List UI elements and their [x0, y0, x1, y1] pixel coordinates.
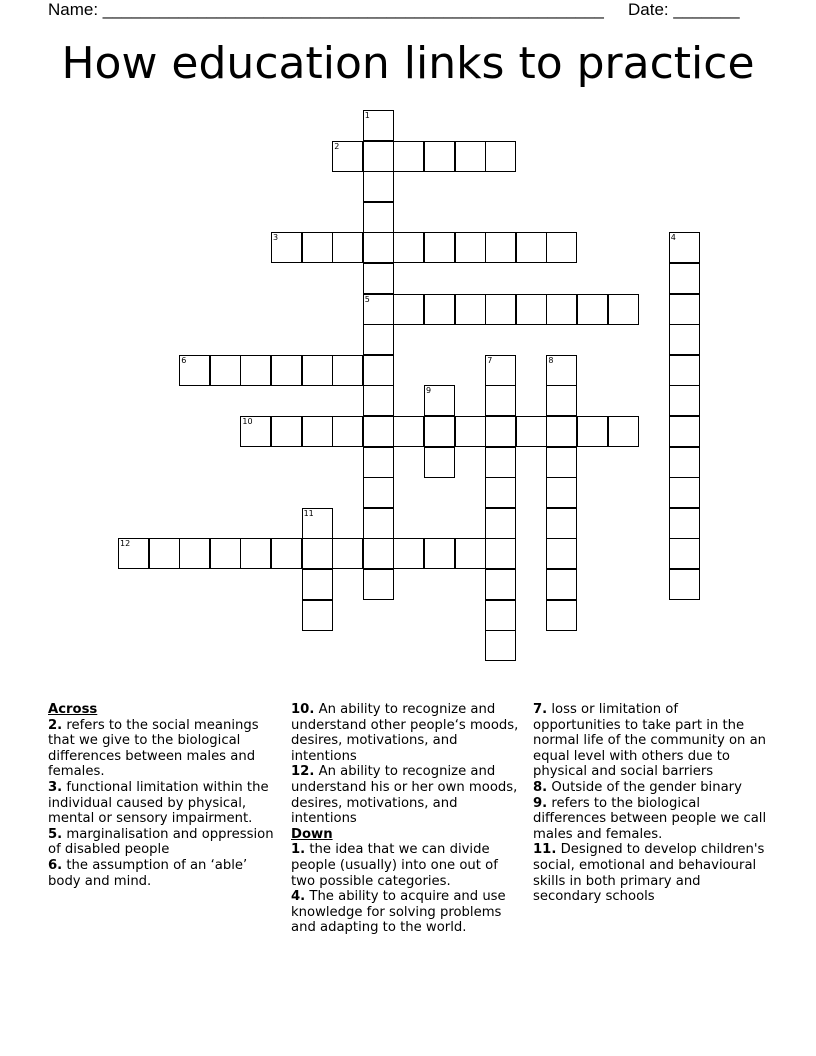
cell-number: 8: [548, 355, 554, 365]
grid-cell[interactable]: [485, 477, 516, 508]
grid-cell[interactable]: [485, 232, 516, 263]
grid-cell[interactable]: [332, 232, 363, 263]
grid-cell[interactable]: [363, 447, 394, 478]
clue-number: 5.: [48, 826, 63, 842]
grid-cell[interactable]: [271, 355, 302, 386]
clue-number: 10.: [291, 702, 315, 717]
grid-cell[interactable]: [546, 416, 577, 447]
cell-number: 12: [120, 539, 131, 549]
grid-cell[interactable]: [363, 171, 394, 202]
grid-cell[interactable]: [302, 538, 333, 569]
grid-cell[interactable]: [669, 232, 700, 263]
clue-number: 11.: [533, 842, 557, 858]
clue-number: 8.: [533, 779, 548, 795]
clue-down-9: [533, 796, 769, 843]
grid-cell[interactable]: [210, 355, 241, 386]
grid-cell[interactable]: [363, 416, 394, 447]
grid-cell[interactable]: [240, 416, 271, 447]
clue-across-6: [48, 858, 276, 889]
clue-across-5: [48, 827, 276, 858]
grid-cell[interactable]: [485, 355, 516, 386]
grid-cell[interactable]: [546, 477, 577, 508]
clues-column-3: [533, 702, 769, 905]
grid-cell[interactable]: [332, 416, 363, 447]
grid-cell[interactable]: [363, 324, 394, 355]
cell-number: 10: [242, 417, 253, 426]
cell-number: 5: [364, 294, 370, 304]
cell-number: 3: [273, 233, 279, 243]
grid-cell[interactable]: [485, 294, 516, 325]
clue-down-11: [533, 842, 769, 904]
grid-cell[interactable]: [546, 538, 577, 569]
clue-text: An ability to recognize and understand his or her own moods, desires, motivations, and intentions: [291, 764, 518, 827]
clue-number: 12.: [291, 764, 315, 780]
clue-number: 3.: [48, 779, 63, 795]
cell-number: 2: [334, 141, 340, 151]
clue-number: 4.: [291, 889, 306, 905]
grid-cell[interactable]: [363, 263, 394, 294]
clue-number: 7.: [533, 702, 548, 717]
grid-cell[interactable]: [179, 538, 210, 569]
grid-cell[interactable]: [149, 538, 180, 569]
grid-cell[interactable]: [363, 508, 394, 539]
grid-cell[interactable]: [393, 538, 424, 569]
grid-cell[interactable]: [485, 447, 516, 478]
grid-cell[interactable]: [669, 385, 700, 416]
grid-cell[interactable]: [363, 232, 394, 263]
page-title: How education links to practice: [61, 38, 755, 89]
grid-cell[interactable]: [546, 508, 577, 539]
grid-cell[interactable]: [455, 294, 486, 325]
clue-text: The ability to acquire and use knowledge for solving problems and adapting to the world.: [291, 889, 506, 936]
grid-cell[interactable]: [424, 385, 455, 416]
clue-number: 6.: [48, 857, 63, 873]
grid-cell[interactable]: [363, 294, 394, 325]
grid-cell[interactable]: [485, 569, 516, 600]
grid-cell[interactable]: [577, 294, 608, 325]
grid-cell[interactable]: [363, 385, 394, 416]
cell-number: 4: [670, 233, 676, 243]
grid-cell[interactable]: [363, 355, 394, 386]
grid-cell[interactable]: [424, 416, 455, 447]
clue-across-3: [48, 780, 276, 827]
grid-cell[interactable]: [393, 141, 424, 172]
grid-cell[interactable]: [332, 355, 363, 386]
grid-cell[interactable]: [210, 538, 241, 569]
grid-cell[interactable]: [302, 355, 333, 386]
clue-down-1: [291, 842, 519, 889]
grid-cell[interactable]: [485, 416, 516, 447]
grid-cell[interactable]: [669, 508, 700, 539]
grid-cell[interactable]: [424, 538, 455, 569]
clue-number: 1.: [291, 842, 306, 858]
date-field[interactable]: Date: _______: [628, 0, 740, 19]
grid-cell[interactable]: [302, 232, 333, 263]
cell-number: 9: [426, 386, 432, 396]
clue-across-12: [291, 764, 519, 826]
clue-text: the assumption of an ‘able’ body and mind.: [48, 857, 248, 889]
grid-cell[interactable]: [271, 416, 302, 447]
clue-text: refers to the biological differences between people we call males and females.: [533, 795, 767, 842]
clue-text: the idea that we can divide people (usually) into one out of two possible categories.: [291, 842, 498, 889]
grid-cell[interactable]: [608, 294, 639, 325]
grid-cell[interactable]: [393, 416, 424, 447]
grid-cell[interactable]: [546, 447, 577, 478]
grid-cell[interactable]: [546, 385, 577, 416]
grid-cell[interactable]: [302, 508, 333, 539]
grid-cell[interactable]: [455, 538, 486, 569]
grid-cell[interactable]: [577, 416, 608, 447]
down-heading: Down: [291, 826, 333, 842]
clue-text: refers to the social meanings that we give to the biological differences between males and females.: [48, 717, 259, 780]
cell-number: 7: [487, 355, 493, 365]
clue-number: 9.: [533, 795, 548, 811]
grid-cell[interactable]: [546, 232, 577, 263]
clue-number: 2.: [48, 717, 63, 733]
clues-column-2: [291, 702, 519, 936]
grid-cell[interactable]: [332, 538, 363, 569]
grid-cell[interactable]: [669, 538, 700, 569]
clue-text: An ability to recognize and understand other people‘s moods, desires, motivations, and intentions: [291, 702, 519, 764]
grid-cell[interactable]: [363, 141, 394, 172]
grid-cell[interactable]: [669, 447, 700, 478]
clue-text: loss or limitation of opportunities to take part in the normal life of the community on an equal level with others due to physical and social barriers: [533, 702, 767, 780]
grid-cell[interactable]: [240, 538, 271, 569]
grid-cell[interactable]: [424, 447, 455, 478]
grid-cell[interactable]: [516, 416, 547, 447]
grid-cell[interactable]: [424, 232, 455, 263]
grid-cell[interactable]: [455, 141, 486, 172]
grid-cell[interactable]: [669, 355, 700, 386]
grid-cell[interactable]: [240, 355, 271, 386]
grid-cell[interactable]: [363, 477, 394, 508]
clue-text: functional limitation within the individual caused by physical, mental or sensory impairment.: [48, 779, 269, 827]
clue-text: marginalisation and oppression of disabled people: [48, 826, 274, 858]
grid-cell[interactable]: [393, 232, 424, 263]
grid-cell[interactable]: [332, 141, 363, 172]
name-field[interactable]: Name: _____________________________________________________: [48, 0, 604, 19]
grid-cell[interactable]: [516, 232, 547, 263]
grid-cell[interactable]: [485, 538, 516, 569]
cell-number: 1: [364, 111, 370, 120]
clue-across-2: [48, 718, 276, 780]
grid-cell[interactable]: [363, 569, 394, 600]
grid-cell[interactable]: [546, 355, 577, 386]
cell-number: 11: [303, 508, 314, 518]
grid-cell[interactable]: [363, 202, 394, 233]
grid-cell[interactable]: [546, 600, 577, 631]
cell-number: 6: [181, 355, 187, 365]
clue-across-10: [291, 702, 519, 764]
grid-cell[interactable]: [179, 355, 210, 386]
across-heading: Across: [48, 702, 98, 717]
grid-cell[interactable]: [669, 263, 700, 294]
grid-cell[interactable]: [669, 324, 700, 355]
grid-cell[interactable]: [546, 294, 577, 325]
grid-cell[interactable]: [393, 294, 424, 325]
grid-cell[interactable]: [516, 294, 547, 325]
grid-cell[interactable]: [669, 477, 700, 508]
grid-cell[interactable]: [302, 600, 333, 631]
grid-cell[interactable]: [485, 600, 516, 631]
grid-cell[interactable]: [363, 110, 394, 141]
grid-cell[interactable]: [271, 538, 302, 569]
grid-cell[interactable]: [485, 385, 516, 416]
grid-cell[interactable]: [669, 569, 700, 600]
grid-cell[interactable]: [302, 569, 333, 600]
grid-cell[interactable]: [608, 416, 639, 447]
grid-cell[interactable]: [455, 416, 486, 447]
grid-cell[interactable]: [118, 538, 149, 569]
grid-cell[interactable]: [485, 141, 516, 172]
grid-cell[interactable]: [271, 232, 302, 263]
grid-cell[interactable]: [485, 508, 516, 539]
grid-cell[interactable]: [363, 538, 394, 569]
grid-cell[interactable]: [485, 630, 516, 661]
clue-down-7: [533, 702, 769, 780]
clue-text: Designed to develop children's social, emotional and behavioural skills in both primary and secondary schools: [533, 842, 765, 905]
grid-cell[interactable]: [424, 294, 455, 325]
grid-cell[interactable]: [669, 294, 700, 325]
clues-column-1: [48, 702, 276, 889]
grid-cell[interactable]: [455, 232, 486, 263]
grid-cell[interactable]: [669, 416, 700, 447]
grid-cell[interactable]: [546, 569, 577, 600]
clue-down-4: [291, 889, 519, 936]
clue-down-8: [533, 780, 769, 796]
grid-cell[interactable]: [302, 416, 333, 447]
grid-cell[interactable]: [424, 141, 455, 172]
clue-text: Outside of the gender binary: [551, 779, 742, 795]
